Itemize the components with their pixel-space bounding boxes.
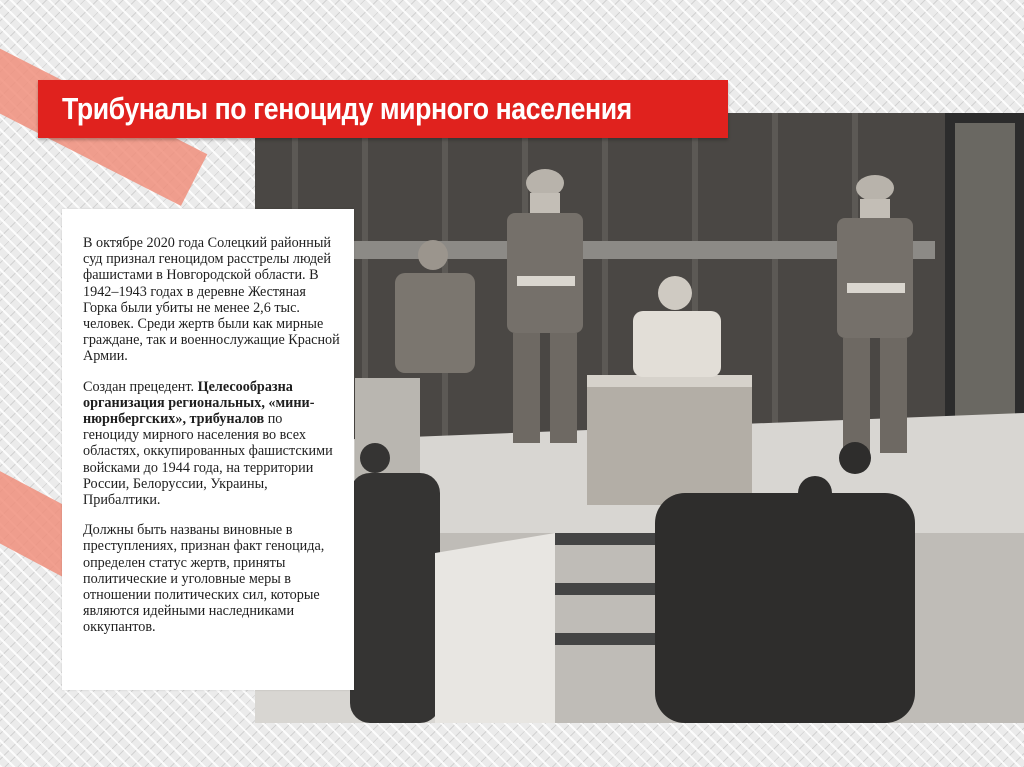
tribunal-photo-drawing <box>255 113 1024 723</box>
paragraph-2-bold: Целесообразна организация региональных, «мини-нюрнбергских», трибуналов <box>83 378 315 428</box>
paragraph-2 <box>83 379 340 509</box>
tribunal-photo <box>255 113 1024 723</box>
page-title: Трибуналы по геноциду мирного населения <box>62 91 632 126</box>
paragraph-3: Должны быть названы виновные в преступлениях, признан факт геноцида, определен статус жертв, приняты политические и уголовные меры в отношении политических сил, которые являются идейными наследниками оккупантов. <box>83 522 325 636</box>
paragraph-2-rest: по геноциду мирного населения во всех областях, оккупированных фашистскими войсками до 1944 года, на территории России, Белоруссии, Украины, Прибалтики. <box>83 411 333 509</box>
text-panel <box>62 209 354 690</box>
paragraph-2-lead: Создан прецедент. <box>83 378 198 395</box>
paragraph-1: В октябре 2020 года Солецкий районный суд признал геноцидом расстрелы людей фашистами в Новгородской области. В 1942–1943 годах в деревне Жестяная Горка были убиты не менее 2,6 тыс. человек. Среди жертв были как мирные граждане, так и военнослужащие Красной Армии. <box>83 235 340 365</box>
title-banner <box>38 80 728 138</box>
